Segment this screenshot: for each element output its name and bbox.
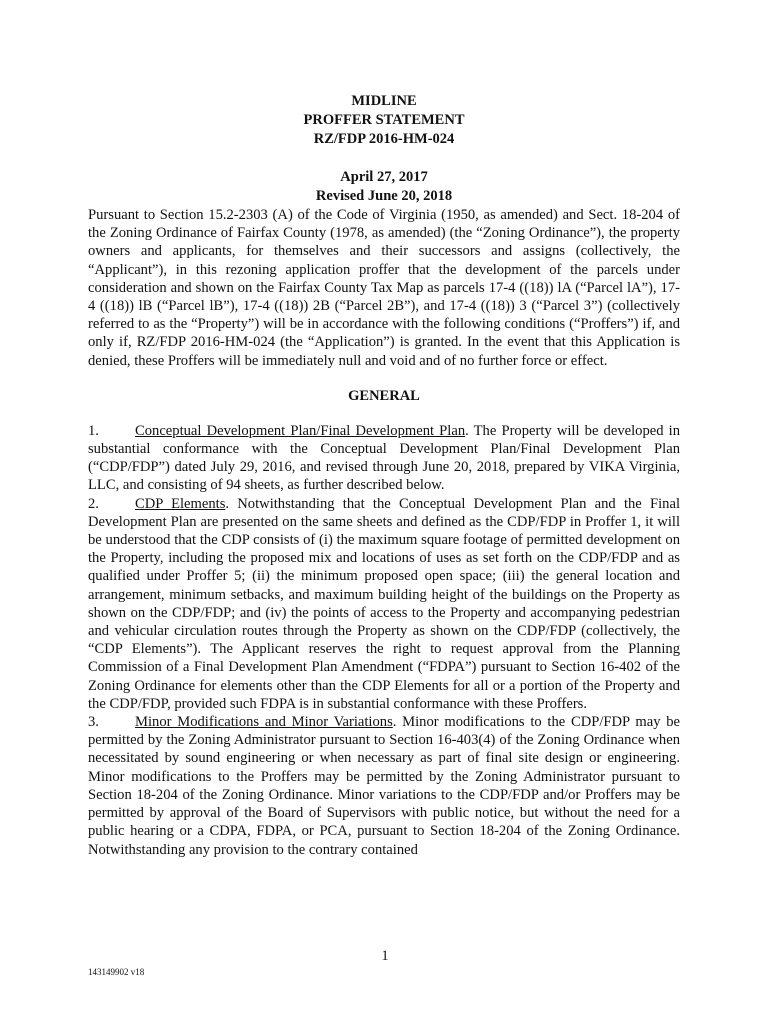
header-title: MIDLINE xyxy=(351,93,417,109)
document-date: April 27, 2017 xyxy=(340,169,428,185)
paragraph-title: CDP Elements xyxy=(135,495,226,512)
document-id: 143149902 v18 xyxy=(88,967,145,977)
proffer-paragraph-1 xyxy=(88,422,680,495)
paragraph-text: . The Property will be developed in substantial conformance with the Conceptual Development Plan/Final Development Plan (“CDP/FDP”) dated July 29, 2016, and revised through June 20, 2018, prepared by VIKA Virginia, LLC, and consisting of 94 sheets, as further described below. xyxy=(88,422,680,494)
paragraph-text: . Minor modifications to the CDP/FDP may be permitted by the Zoning Administrator pursuant to Section 16-403(4) of the Zoning Ordinance when necessitated by sound engineering or when necessary as part of final site design or engineering. Minor modifications to the Proffers may be permitted by the Zoning Administrator pursuant to Section 18-204 of the Zoning Ordinance. Minor variations to the CDP/FDP and/or Proffers may be permitted by approval of the Board of Supervisors with public notice, but without the need for a public hearing or a CDPA, FDPA, or PCA, pursuant to Section 18-204 of the Zoning Ordinance. Notwithstanding any provision to the contrary contained xyxy=(88,714,680,858)
proffer-paragraph-2 xyxy=(88,495,680,713)
header-subtitle: PROFFER STATEMENT xyxy=(303,112,465,128)
document-page xyxy=(88,92,680,859)
date-block xyxy=(88,168,680,206)
paragraph-text: . Notwithstanding that the Conceptual Development Plan and the Final Development Plan are presented on the same sheets and defined as the CDP/FDP in Proffer 1, it will be understood that the CDP consists of (i) the maximum square footage of permitted development on the Property, including the proposed mix and locations of uses as set forth on the CDP/FDP and as qualified under Proffer 5; (ii) the minimum proposed open space; (iii) the general location and arrangement, minimum setbacks, and maximum building height of the buildings on the Property as shown on the CDP/FDP; and (iv) the points of access to the Property and accompanying pedestrian and vehicular circulation routes through the Property as shown on the CDP/FDP (collectively, the “CDP Elements”). The Applicant reserves the right to request approval from the Planning Commission of a Final Development Plan Amendment (“FDPA”) pursuant to Section 16-402 of the Zoning Ordinance for elements other than the CDP Elements for all or a portion of the Property and the CDP/FDP, provided such FDPA is in substantial conformance with these Proffers. xyxy=(88,495,680,712)
revised-date: Revised June 20, 2018 xyxy=(315,188,453,204)
proffer-paragraph-3 xyxy=(88,713,680,859)
paragraph-number: 3. xyxy=(88,714,99,731)
paragraph-title: Conceptual Development Plan/Final Development Plan xyxy=(135,422,466,439)
document-header xyxy=(88,92,680,149)
intro-paragraph: Pursuant to Section 15.2-2303 (A) of the Code of Virginia (1950, as amended) and Sect. 18-204 of the Zoning Ordinance of Fairfax County (1978, as amended) (the “Zoning Ordinance”), the property owners and applicants, for themselves and their successors and assigns (collectively, the “Applicant”), in this rezoning application proffer that the development of the parcels under consideration and shown on the Fairfax County Tax Map as parcels 17-4 ((18)) lA (“Parcel lA”), 17-4 ((18)) lB (“Parcel lB”), 17-4 ((18)) 2B (“Parcel 2B”), and 17-4 ((18)) 3 (“Parcel 3”) (collectively referred to as the “Property”) will be in accordance with the following conditions (“Proffers”) if, and only if, RZ/FDP 2016-HM-024 (the “Application”) is granted. In the event that this Application is denied, these Proffers will be immediately null and void and of no further force or effect. xyxy=(88,207,680,369)
header-case-number: RZ/FDP 2016-HM-024 xyxy=(313,131,455,147)
paragraph-number: 2. xyxy=(88,495,99,512)
paragraph-number: 1. xyxy=(88,422,99,439)
page-number: 1 xyxy=(381,948,389,964)
section-heading: GENERAL xyxy=(348,387,420,404)
paragraph-title: Minor Modifications and Minor Variations xyxy=(135,714,393,731)
